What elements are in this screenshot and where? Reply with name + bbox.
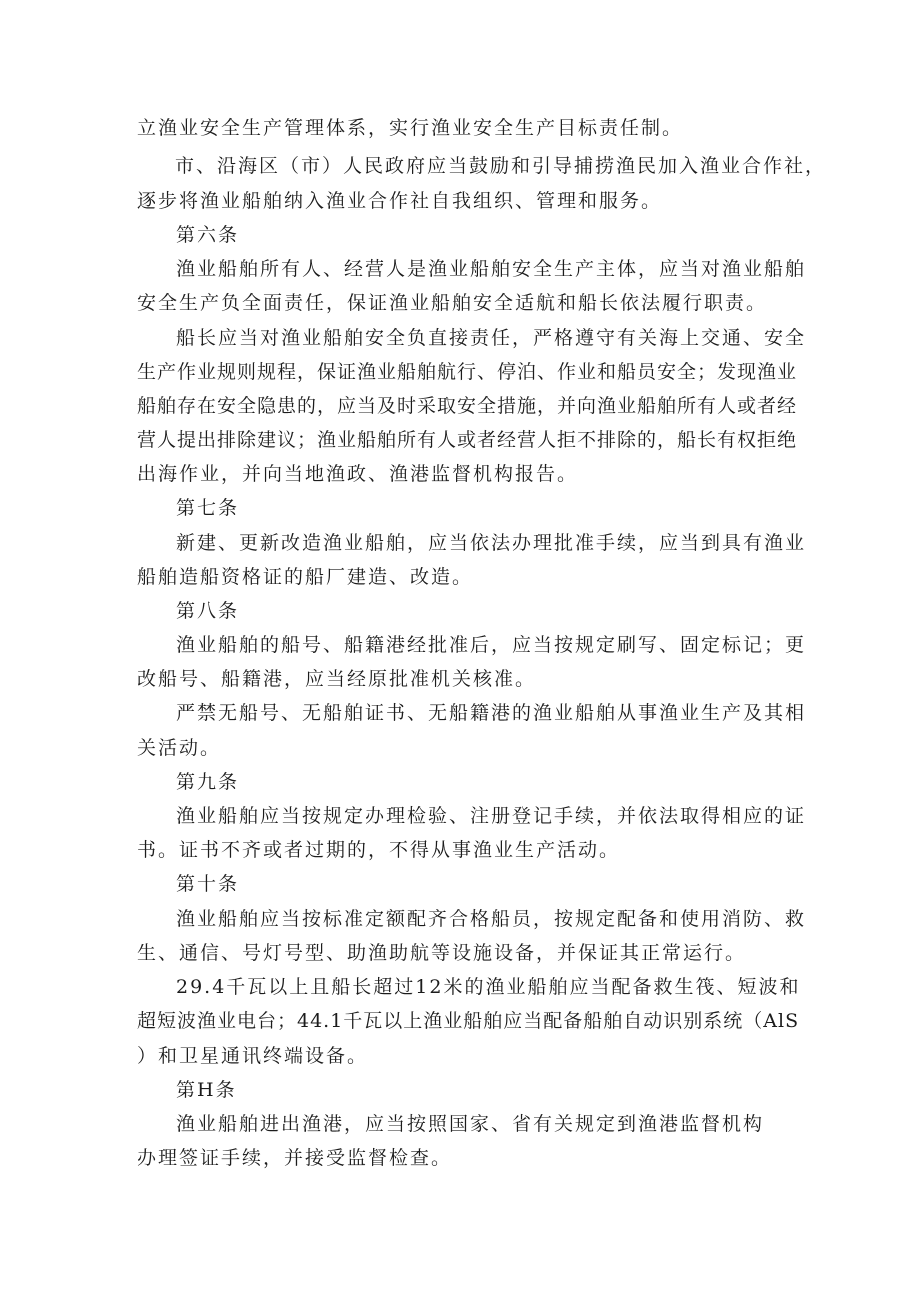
article-heading: 第H条 xyxy=(176,1079,237,1101)
text-line: 出海作业，并向当地渔政、渔港监督机构报告。 xyxy=(137,463,579,485)
article-heading: 第七条 xyxy=(176,497,240,519)
text-line: 市、沿海区（市）人民政府应当鼓励和引导捕捞渔民加入渔业合作社， xyxy=(175,155,827,177)
text-line: 生、通信、号灯号型、助渔助航等设施设备，并保证其正常运行。 xyxy=(137,942,747,964)
text-line: 渔业船舶进出渔港，应当按照国家、省有关规定到渔港监督机构 xyxy=(176,1113,765,1135)
text-line: 船舶造船资格证的船厂建造、改造。 xyxy=(137,566,474,588)
article-heading: 第八条 xyxy=(176,600,240,622)
text-line: 安全生产负全面责任，保证渔业船舶安全适航和船长依法履行职责。 xyxy=(137,292,768,314)
text-line: 渔业船舶应当按标准定额配齐合格船员，按规定配备和使用消防、救 xyxy=(176,908,807,930)
text-line: 营人提出排除建议；渔业船舶所有人或者经营人拒不排除的，船长有权拒绝 xyxy=(137,429,798,451)
text-line: 改船号、船籍港，应当经原批准机关核准。 xyxy=(137,668,537,690)
text-line: 立渔业安全生产管理体系，实行渔业安全生产目标责任制。 xyxy=(137,117,684,139)
article-heading: 第九条 xyxy=(176,771,240,793)
text-line: 渔业船舶的船号、船籍港经批准后，应当按规定刷写、固定标记；更 xyxy=(176,634,807,656)
text-line: 办理签证手续，并接受监督检查。 xyxy=(137,1147,453,1169)
text-line: 渔业船舶所有人、经营人是渔业船舶安全生产主体，应当对渔业船舶 xyxy=(176,258,807,280)
article-heading: 第十条 xyxy=(176,873,240,895)
text-line: 渔业船舶应当按规定办理检验、注册登记手续，并依法取得相应的证 xyxy=(176,805,807,827)
text-line: 新建、更新改造渔业船舶，应当依法办理批准手续，应当到具有渔业 xyxy=(176,532,807,554)
text-line: 生产作业规则规程，保证渔业船舶航行、停泊、作业和船员安全；发现渔业 xyxy=(137,361,798,383)
text-line: 船舶存在安全隐患的，应当及时采取安全措施，并向渔业船舶所有人或者经 xyxy=(137,395,798,417)
text-line: ）和卫星通讯终端设备。 xyxy=(137,1045,369,1067)
text-line: 29.4千瓦以上且船长超过12米的渔业船舶应当配备救生筏、短波和 xyxy=(176,976,801,998)
text-line: 超短波渔业电台；44.1千瓦以上渔业船舶应当配备船舶自动识别系统（AlS xyxy=(137,1010,800,1032)
text-line: 船长应当对渔业船舶安全负直接责任，严格遵守有关海上交通、安全 xyxy=(176,327,807,349)
text-line: 严禁无船号、无船舶证书、无船籍港的渔业船舶从事渔业生产及其相 xyxy=(176,702,807,724)
article-heading: 第六条 xyxy=(176,224,240,246)
text-line: 关活动。 xyxy=(137,737,222,759)
text-line: 逐步将渔业船舶纳入渔业合作社自我组织、管理和服务。 xyxy=(137,190,663,212)
text-line: 书。证书不齐或者过期的，不得从事渔业生产活动。 xyxy=(137,839,621,861)
